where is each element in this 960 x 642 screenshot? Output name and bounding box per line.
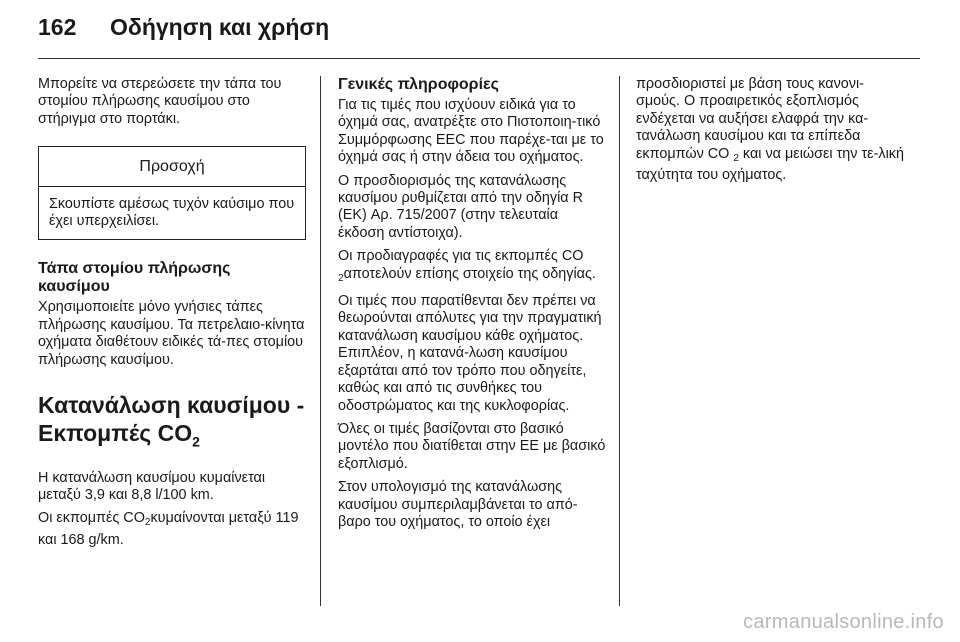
general-paragraph-6: Στον υπολογισμό της κατανάλωσης καυσίμου συμπεριλαμβάνεται το από-βαρο του οχήματος, το οποίο έχει <box>338 479 578 530</box>
intro-paragraph: Μπορείτε να στερεώσετε την τάπα του στομίου πλήρωσης καυσίμου στο στήριγμα στο πορτάκι. <box>38 76 282 127</box>
continued-paragraph <box>636 76 904 184</box>
continued-text-pre: προσδιοριστεί με βάση τους κανονι-σμούς. Ο προαιρετικός εξοπλισμός ενδέχεται να αυξήσει ελαφρά την κα-τανάλωση καυσίμου και τα επίπεδα εκπομπών CO <box>636 76 869 162</box>
p3-text-post: αποτελούν επίσης στοιχείο της οδηγίας. <box>343 265 596 282</box>
column-divider-1 <box>320 76 321 606</box>
header-divider <box>38 58 920 59</box>
column-left <box>38 76 306 555</box>
emissions-text-pre: Οι εκπομπές CO <box>38 510 145 527</box>
page-header <box>38 14 329 44</box>
general-paragraph-4: Οι τιμές που παρατίθενται δεν πρέπει να θεωρούνται απόλυτες για την πραγματική κατανάλωση καυσίμου κάθε οχήματος. Επιπλέον, η κατανά-λωση καυσίμου εξαρτάται από τον τρόπο που οδηγείτε, καθώς και από τις συνθήκες του οδοστρώματος και της κυκλοφορίας. <box>338 293 602 414</box>
emissions-subscript: 2 <box>144 517 151 529</box>
consumption-heading-text: Κατανάλωση καυσίμου - Εκπομπές CO <box>38 392 305 447</box>
consumption-heading-subscript: 2 <box>192 433 200 450</box>
continued-text-post: και να μειώσει την τε-λική ταχύτητα του οχήματος. <box>636 145 904 184</box>
column-divider-2 <box>619 76 620 606</box>
p3-text-pre: Οι προδιαγραφές για τις εκπομπές CO <box>338 248 584 265</box>
caution-box <box>38 146 306 240</box>
general-paragraph-1: Για τις τιμές που ισχύουν ειδικά για το όχημά σας, ανατρέξτε στο Πιστοποιη-τικό Συμμόρφωσης EEC που παρέχε-ται με το όχημά σας ή στην άδεια του οχήματος. <box>338 97 604 166</box>
general-info-heading: Γενικές πληροφορίες <box>338 76 499 93</box>
general-paragraph-3 <box>338 248 608 287</box>
page-number: 162 <box>38 14 77 40</box>
column-middle <box>338 76 608 537</box>
fuel-cap-heading: Τάπα στομίου πλήρωσης καυσίμου <box>38 260 231 296</box>
general-paragraph-5: Όλες οι τιμές βασίζονται στο βασικό μοντέλο που διατίθεται στην ΕΕ με βασικό εξοπλισμό. <box>338 420 606 472</box>
consumption-heading <box>38 391 306 456</box>
consumption-paragraph: Η κατανάλωση καυσίμου κυμαίνεται μεταξύ 3,9 και 8,8 l/100 km. <box>38 469 266 504</box>
column-right <box>636 76 904 190</box>
p3-subscript: 2 <box>338 272 344 284</box>
emissions-paragraph <box>38 510 306 549</box>
general-paragraph-2: Ο προσδιορισμός της κατανάλωσης καυσίμου ρυθμίζεται από την οδηγία R (ΕΚ) Αρ. 715/2007 (στην τελευταία έκδοση αντίστοιχα). <box>338 172 584 241</box>
caution-text: Σκουπίστε αμέσως τυχόν καύσιμο που έχει υπερχειλίσει. <box>49 195 295 230</box>
continued-subscript: 2 <box>733 152 739 164</box>
watermark: carmanualsonline.info <box>743 611 944 633</box>
emissions-text-post: κυμαίνονται μεταξύ 119 και 168 g/km. <box>38 510 299 548</box>
page-title: Οδήγηση και χρήση <box>110 14 330 40</box>
caution-title: Προσοχή <box>39 147 305 186</box>
fuel-cap-paragraph: Χρησιμοποιείτε μόνο γνήσιες τάπες πλήρωσης καυσίμου. Τα πετρελαιο-κίνητα οχήματα διαθέτουν ειδικές τά-πες στομίου πλήρωσης καυσίμου. <box>38 299 305 368</box>
